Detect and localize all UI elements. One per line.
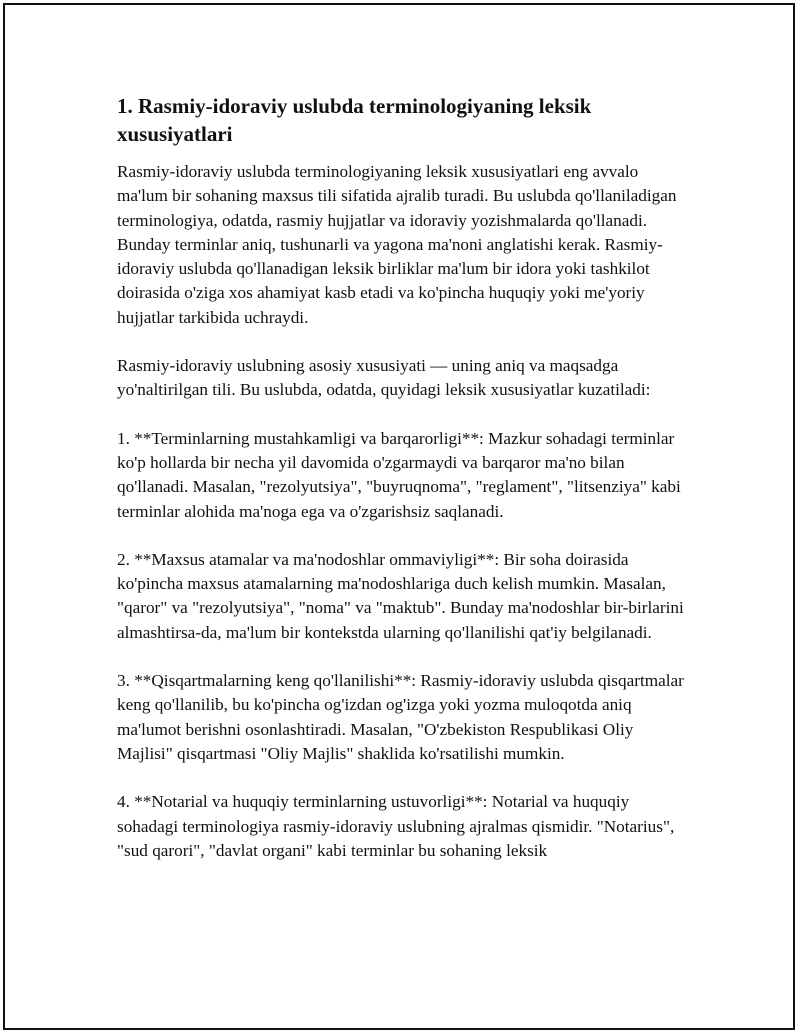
paragraph-item-4: 4. **Notarial va huquqiy terminlarning ustuvorligi**: Notarial va huquqiy sohadagi terminologiya rasmiy-idoraviy uslubning ajralmas qismidir. "Notarius", "sud qarori", "davlat organi" kabi terminlar bu sohaning leksik (117, 792, 675, 860)
paragraph-item-3: 3. **Qisqartmalarning keng qo'llanilishi**: Rasmiy-idoraviy uslubda qisqartmalar keng qo'llanilib, bu ko'pincha og'izdan og'izga yoki yozma muloqotda aniq ma'lumot berishni osonlashtiradi. Masalan, "O'zbekiston Respublikasi Oliy Majlisi" qisqartmasi "Oliy Majlis" shaklida ko'rsatilishi mumkin. (117, 671, 684, 763)
paragraph-main-feature: Rasmiy-idoraviy uslubning asosiy xususiyati — uning aniq va maqsadga yo'naltirilgan tili. Bu uslubda, odatda, quyidagi leksik xususiyatlar kuzatiladi: (117, 356, 651, 400)
paragraph-item-1: 1. **Terminlarning mustahkamligi va barqarorligi**: Mazkur sohadagi terminlar ko'p hollarda bir necha yil davomida o'zgarmaydi va barqaror ma'no bilan qo'llanadi. Masalan, "rezolyutsiya", "buyruqnoma", "reglament", "litsenziya" kabi terminlar alohida ma'noga ega va o'zgarishsiz saqlanadi. (117, 428, 681, 521)
document-body (117, 92, 692, 887)
section-heading: 1. Rasmiy-idoraviy uslubda terminologiyaning leksik xususiyatlari (117, 94, 592, 146)
paragraph-intro: Rasmiy-idoraviy uslubda terminologiyaning leksik xususiyatlari eng avvalo ma'lum bir sohaning maxsus tili sifatida ajralib turadi. Bu uslubda qo'llaniladigan terminologiya, odatda, rasmiy hujjatlar va idoraviy yozishmalarda qo'llanadi. Bunday terminlar aniq, tushunarli va yagona ma'noni anglatishi kerak. Rasmiy-idoraviy uslubda qo'llanadigan leksik birliklar ma'lum bir idora yoki tashkilot doirasida o'ziga xos ahamiyat kasb etadi va ko'pincha huquqiy yoki me'yoriy hujjatlar tarkibida uchraydi. (117, 162, 677, 327)
paragraph-item-2: 2. **Maxsus atamalar va ma'nodoshlar ommaviyligi**: Bir soha doirasida ko'pincha maxsus atamalarning ma'nodoshlariga duch kelish mumkin. Masalan, "qaror" va "rezolyutsiya", "noma" va "maktub". Bunday ma'nodoshlar bir-birlarini almashtirsa-da, ma'lum bir kontekstda ularning qo'llanilishi qat'iy belgilanadi. (117, 549, 684, 642)
